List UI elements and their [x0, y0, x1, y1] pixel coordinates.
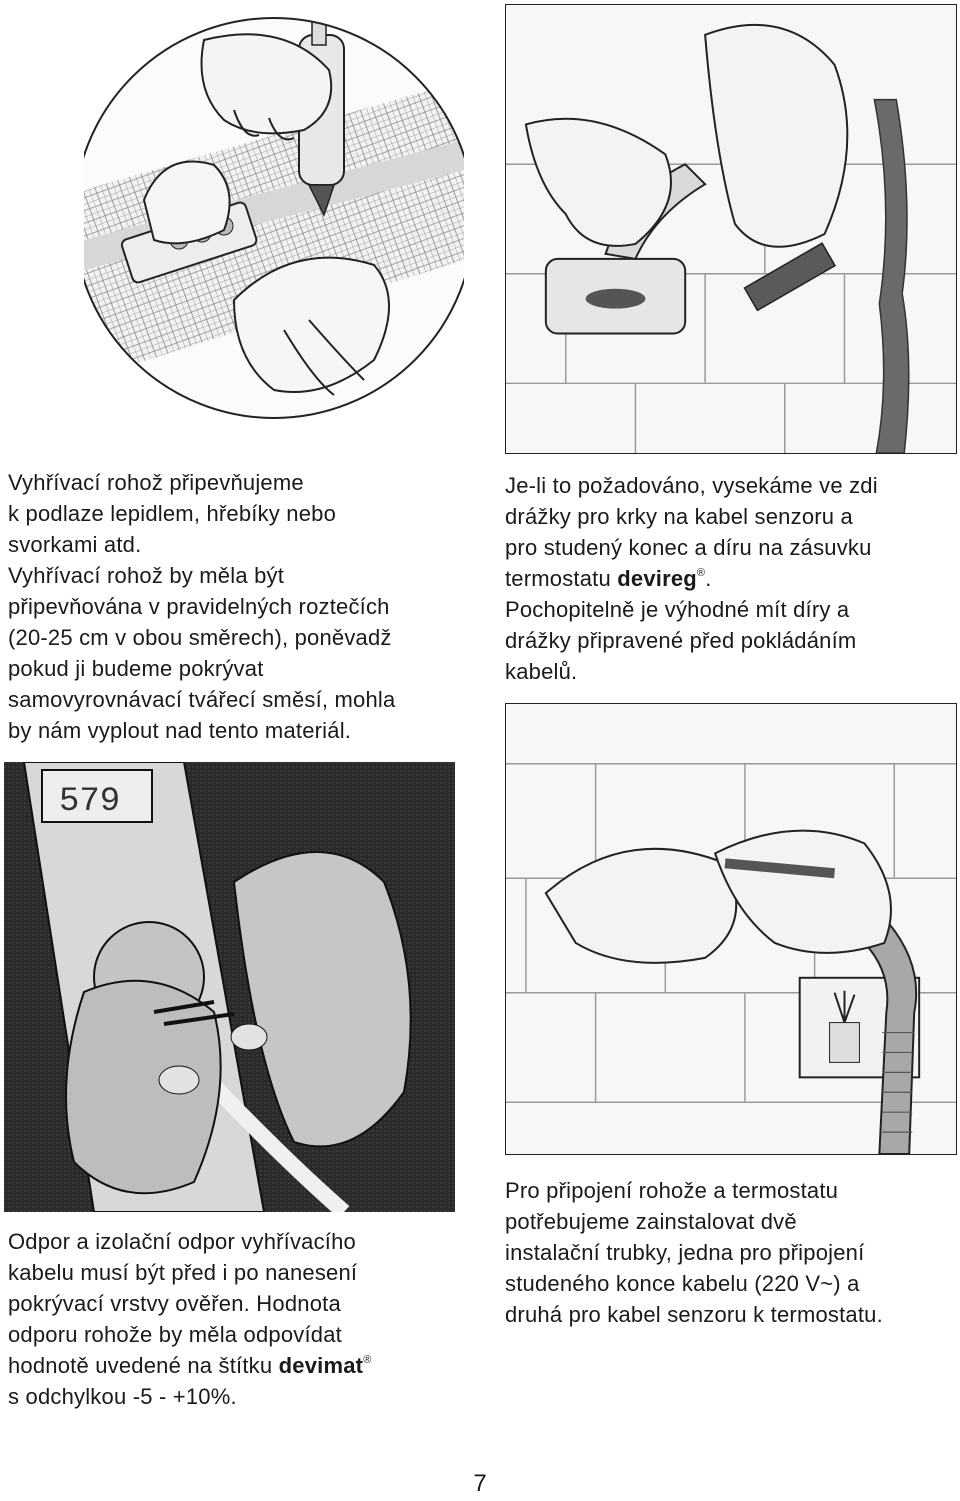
- page-number: 7: [473, 1470, 487, 1497]
- mat-fixing-caption: [8, 467, 468, 746]
- caption-line: odporu rohože by měla odpovídat: [8, 1322, 342, 1347]
- conduit-caption: [505, 1175, 957, 1330]
- caption-line: (20-25 cm v obou směrech), poněvadž: [8, 625, 392, 650]
- wall-chiseling-icon: [506, 5, 956, 453]
- caption-line: studeného konce kabelu (220 V~) a: [505, 1271, 860, 1296]
- caption-line: s odchylkou -5 - +10%.: [8, 1384, 237, 1409]
- registered-mark: ®: [696, 567, 706, 579]
- caption-line: svorkami atd.: [8, 532, 142, 557]
- caption-line: potřebujeme zainstalovat dvě: [505, 1209, 797, 1234]
- brand-devireg: devireg: [617, 566, 697, 591]
- caption-line: instalační trubky, jedna pro připojení: [505, 1240, 865, 1265]
- caption-line: Vyhřívací rohož připevňujeme: [8, 470, 304, 495]
- caption-line: kabelu musí být před i po nanesení: [8, 1260, 358, 1285]
- caption-line: Vyhřívací rohož by měla být: [8, 563, 285, 588]
- caption-text: termostatu: [505, 566, 618, 591]
- caption-line: Pro připojení rohože a termostatu: [505, 1178, 839, 1203]
- caption-line: [505, 563, 957, 594]
- conduit-installation-illustration: [505, 703, 957, 1155]
- multimeter-caption: [8, 1226, 468, 1412]
- caption-line: by nám vyplout nad tento materiál.: [8, 718, 352, 743]
- caption-line: připevňována v pravidelných roztečích: [8, 594, 390, 619]
- brand-devimat: devimat: [278, 1353, 364, 1378]
- wall-chiseling-illustration: [505, 4, 957, 454]
- caption-line: pokrývací vrstvy ověřen. Hodnota: [8, 1291, 341, 1316]
- caption-line: pokud ji budeme pokrývat: [8, 656, 264, 681]
- caption-line: Pochopitelně je výhodné mít díry a: [505, 597, 850, 622]
- registered-mark: ®: [363, 1354, 372, 1366]
- caption-line: Je-li to požadováno, vysekáme ve zdi: [505, 473, 878, 498]
- wall-chiseling-caption: [505, 470, 957, 687]
- meter-reading: 579: [59, 783, 121, 821]
- mat-fixing-illustration: [84, 0, 464, 440]
- caption-text: hodnotě uvedené na štítku: [8, 1353, 279, 1378]
- caption-line: drážky pro krky na kabel senzoru a: [505, 504, 853, 529]
- caption-text: .: [705, 566, 712, 591]
- caption-line: pro studený konec a díru na zásuvku: [505, 535, 872, 560]
- caption-line: [8, 1350, 468, 1381]
- multimeter-measurement-icon: [4, 762, 455, 1212]
- caption-line: druhá pro kabel senzoru k termostatu.: [505, 1302, 883, 1327]
- caption-line: kabelů.: [505, 659, 578, 684]
- mat-fixing-with-glue-gun-icon: [84, 0, 464, 440]
- conduit-installation-icon: [506, 704, 956, 1154]
- caption-line: drážky připravené před pokládáním: [505, 628, 857, 653]
- multimeter-illustration: [4, 762, 455, 1212]
- caption-line: samovyrovnávací tvářecí směsí, mohla: [8, 687, 396, 712]
- caption-line: Odpor a izolační odpor vyhřívacího: [8, 1229, 356, 1254]
- caption-line: k podlaze lepidlem, hřebíky nebo: [8, 501, 337, 526]
